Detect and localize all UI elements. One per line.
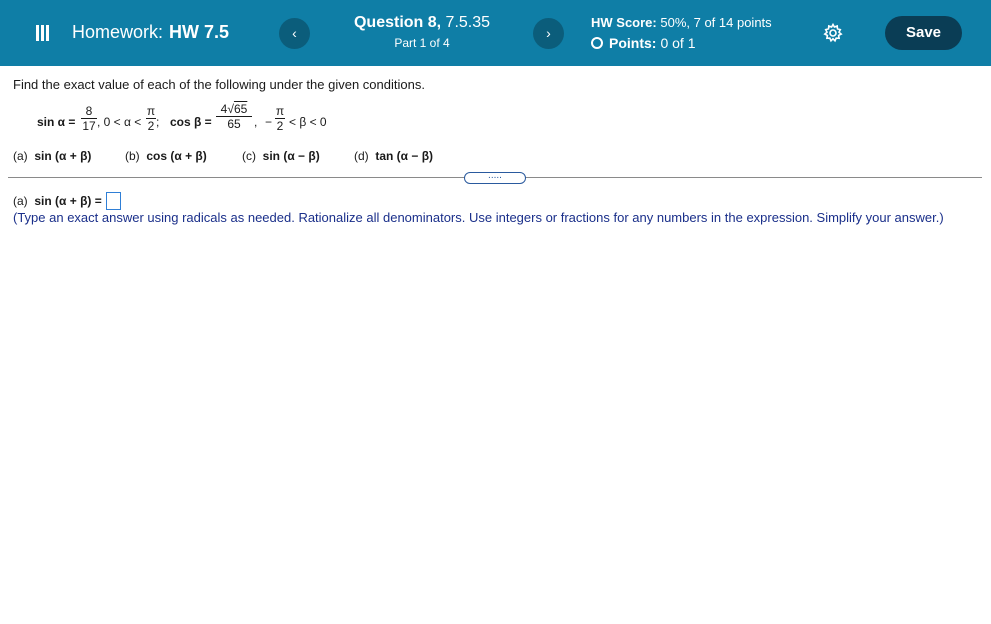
- answer-input[interactable]: [106, 192, 121, 210]
- question-label: Question 8,: [353, 14, 442, 31]
- score-value: 50%, 7 of 14 points: [660, 15, 772, 30]
- cos-beta-denominator: 65: [216, 116, 252, 131]
- save-button[interactable]: Save: [885, 16, 962, 50]
- beta-bound-numerator: π: [275, 104, 285, 118]
- beta-bound-denominator: 2: [276, 119, 284, 133]
- points-value: 0 of 1: [660, 35, 696, 51]
- chevron-right-icon: ›: [546, 25, 551, 41]
- cos-beta-coefficient: 4: [220, 102, 228, 116]
- homework-label: Homework:: [72, 22, 164, 42]
- circle-icon: [591, 37, 603, 49]
- beta-minus: −: [265, 115, 273, 129]
- answer-line: [13, 192, 121, 210]
- cos-beta-label: cos β =: [170, 115, 212, 129]
- sin-alpha-fraction: [81, 104, 97, 133]
- part-a: (a) sin (α + β): [13, 149, 92, 163]
- resize-handle[interactable]: .....: [464, 172, 526, 184]
- question-part: Part 1 of 4: [394, 36, 450, 50]
- part-c: (c) sin (α − β): [242, 149, 320, 163]
- question-info: [322, 14, 522, 50]
- alpha-bound-fraction: [146, 104, 156, 133]
- chevron-left-icon: ‹: [292, 25, 297, 41]
- part-d: (d) tan (α − β): [354, 149, 434, 163]
- cos-beta-radicand: 65: [233, 102, 248, 116]
- cos-beta-fraction: [216, 102, 252, 131]
- question-id: 7.5.35: [445, 14, 491, 31]
- menu-icon[interactable]: [36, 25, 50, 41]
- answer-tag: (a): [13, 194, 28, 208]
- homework-name: HW 7.5: [169, 22, 230, 42]
- alpha-condition-end: ;: [156, 115, 160, 129]
- hw-score: [591, 15, 772, 30]
- beta-bound-fraction: [275, 104, 285, 133]
- part-b: (b) cos (α + β): [125, 149, 207, 163]
- sin-alpha-denominator: 17: [82, 119, 96, 133]
- previous-question-button[interactable]: [279, 18, 310, 49]
- score-label: HW Score:: [591, 15, 657, 30]
- alpha-condition: , 0 < α <: [97, 115, 142, 129]
- beta-separator: ,: [254, 115, 258, 129]
- sin-alpha-numerator: 8: [85, 104, 93, 118]
- answer-hint: (Type an exact answer using radicals as needed. Rationalize all denominators. Use integers or fractions for any numbers in the expression. Simplify your answer.): [13, 210, 944, 225]
- points-label: Points:: [609, 35, 657, 51]
- points: [591, 35, 695, 51]
- top-bar: [0, 0, 991, 66]
- alpha-bound-numerator: π: [146, 104, 156, 118]
- next-question-button[interactable]: [533, 18, 564, 49]
- homework-title: [72, 22, 229, 43]
- answer-expression: sin (α + β) =: [34, 194, 102, 208]
- beta-condition: < β < 0: [289, 115, 327, 129]
- instruction-text: Find the exact value of each of the following under the given conditions.: [13, 77, 425, 92]
- alpha-bound-denominator: 2: [147, 119, 155, 133]
- cos-beta-numerator: 4√65: [220, 102, 248, 116]
- gear-icon[interactable]: [823, 23, 843, 43]
- sin-alpha-label: sin α =: [37, 115, 76, 129]
